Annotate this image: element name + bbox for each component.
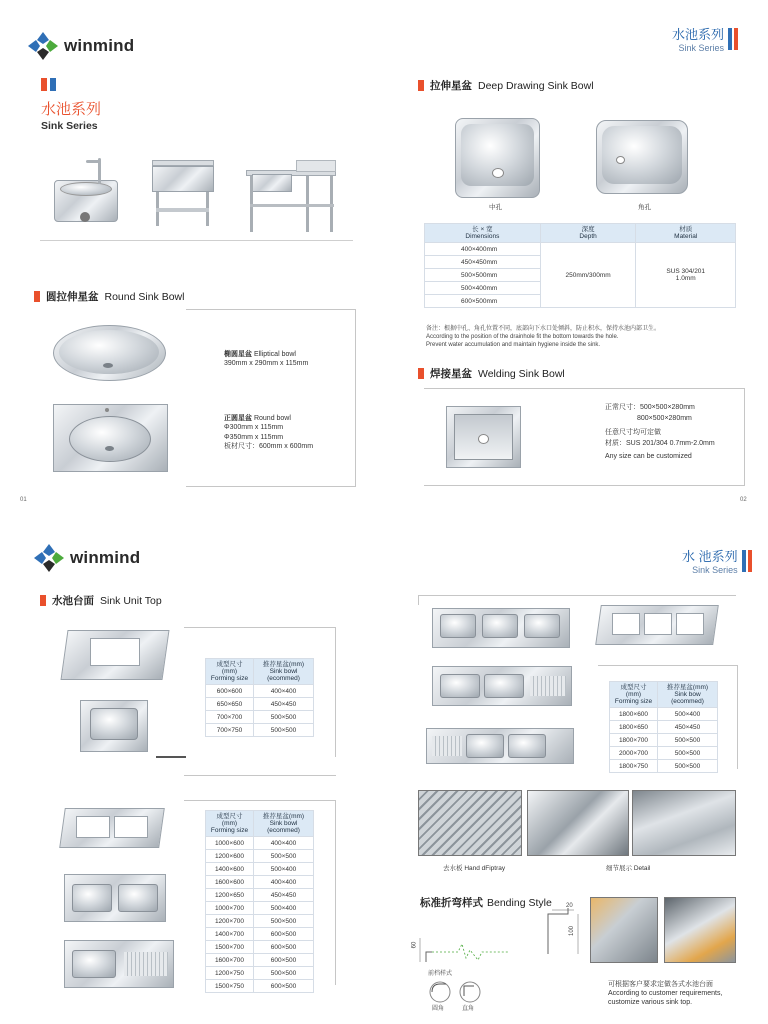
round-spec: [224, 414, 313, 452]
dimension-cell: 600×500mm: [425, 295, 541, 308]
custom-note: [608, 980, 722, 1007]
series-en: Sink Series: [678, 43, 725, 53]
table-cell: 1800×650: [610, 721, 658, 734]
table-cell: 1000×700: [206, 902, 254, 915]
round-bowl-image: [53, 404, 168, 472]
single-sink-image: [80, 700, 148, 752]
dimension-cell: 450×450mm: [425, 256, 541, 269]
table-cell: 2000×700: [610, 747, 658, 760]
table-cell: 500×400: [254, 902, 314, 915]
table-cell: 1800×750: [610, 760, 658, 773]
frame-line: [184, 775, 336, 776]
dim-60: 60: [411, 941, 418, 949]
section-en: Deep Drawing Sink Bowl: [478, 79, 594, 92]
table-cell: 500×500: [658, 747, 718, 760]
elliptical-cn: 椭圆星盆: [224, 351, 252, 358]
plate-size: 板材尺寸：600mm x 600mm: [224, 443, 314, 451]
triple-sink-image: [432, 608, 570, 648]
section-marker: [34, 291, 40, 302]
section-cn: 拉伸星盆: [430, 80, 472, 92]
table-cell: 500×500: [254, 724, 314, 737]
divider: [40, 240, 353, 241]
header-forming-size: 成型尺寸(mm) Forming size: [206, 659, 254, 685]
header-dimensions: 长 × 宽 Dimensions: [425, 224, 541, 243]
section-cn: 焊接星盆: [430, 368, 472, 380]
elliptical-en: Elliptical bowl: [253, 351, 296, 358]
logo: [34, 544, 140, 572]
note-en1: According to the position of the drainhole fit the bottom towards the hole.: [426, 334, 619, 341]
deep-bowl-center-image: [455, 118, 540, 198]
custom-en1: According to customer requirements,: [608, 990, 723, 998]
deep-bowl-spec-table: [424, 223, 736, 308]
welding-spec2: 800×500×280mm: [637, 414, 692, 422]
section-sink-unit-top: [40, 593, 162, 608]
dimension-cell: 500×500mm: [425, 269, 541, 282]
table-cell: 1800×700: [610, 734, 658, 747]
double-sink-drainboard-image: [432, 666, 572, 706]
page4-top-line: [418, 595, 736, 596]
header-depth: 深度 Depth: [540, 224, 636, 243]
front-label: 前档样式: [428, 971, 453, 977]
blue-block: [50, 78, 56, 91]
table-cell: 1400×600: [206, 863, 254, 876]
section-marker: [418, 368, 424, 379]
section-en: Welding Sink Bowl: [478, 367, 565, 380]
table-cell: 450×450: [658, 721, 718, 734]
double-sink-image: [64, 874, 166, 922]
depth-cell: 250mm/300mm: [540, 243, 636, 308]
orange-block: [41, 78, 47, 91]
caption-center-hole: 中孔: [489, 204, 502, 211]
table-cell: 1200×650: [206, 889, 254, 902]
welding-spec: [605, 403, 715, 463]
table-cell: 500×500: [254, 967, 314, 980]
table-cell: 400×400: [254, 685, 314, 698]
table-cell: 1200×600: [206, 850, 254, 863]
material-cell: SUS 304/201 1.0mm: [636, 243, 736, 308]
table-cell: 450×450: [254, 698, 314, 711]
table-cell: 450×450: [254, 889, 314, 902]
table-cell: 1200×750: [206, 967, 254, 980]
section-marker: [40, 595, 46, 606]
header-forming-size: 成型尺寸(mm) Forming size: [206, 811, 254, 837]
tag-bar-orange: [734, 28, 738, 50]
table-cell: 1600×700: [206, 954, 254, 967]
drainboard-double-sink-image: [426, 728, 574, 764]
forming-size-table-1: [205, 658, 314, 737]
round-cn: 正圆星盆: [224, 415, 252, 422]
series-en: Sink Series: [692, 565, 738, 575]
table-cell: 500×500: [254, 850, 314, 863]
welding-frame-bottom: [424, 476, 745, 486]
section-cn: 水池台面: [52, 595, 94, 607]
note-cn: 备注：根据中孔、角孔位置不同，底部向下水口处倾斜，防止积水，保持水池内部卫生。: [426, 326, 661, 332]
sink-drainboard-image: [64, 940, 174, 988]
header-material: 材质 Material: [636, 224, 736, 243]
double-top-image: [62, 808, 162, 848]
section-en: Round Sink Bowl: [104, 290, 185, 303]
table-cell: 650×650: [206, 698, 254, 711]
table-cell: 600×500: [254, 928, 314, 941]
series-cn: 水池系列: [672, 27, 725, 42]
color-tag: [41, 78, 56, 91]
round-en: Round bowl: [253, 415, 291, 422]
logo-text: winmind: [70, 548, 141, 567]
logo-text: winmind: [64, 36, 135, 55]
elliptical-size: 390mm x 290mm x 115mm: [224, 360, 309, 368]
custom-top-photo-1: [590, 897, 658, 963]
stand-sink-image: [150, 158, 216, 228]
table-cell: 1600×600: [206, 876, 254, 889]
forming-size-table-3: [609, 681, 718, 773]
section-round-bowl: [34, 289, 184, 304]
series-tag: [682, 546, 752, 575]
table-cell: 500×500: [658, 734, 718, 747]
table-cell: 1500×700: [206, 941, 254, 954]
deep-bowl-note: [426, 325, 746, 349]
table-cell: 700×700: [206, 711, 254, 724]
wall-sink-image: [52, 158, 122, 224]
section-en: Sink Unit Top: [100, 594, 162, 607]
section-en: Bending Style: [487, 896, 552, 909]
page-title-cn: 水池系列: [41, 101, 102, 118]
page-title-en: Sink Series: [41, 120, 98, 132]
winmind-logo-icon: [34, 544, 64, 572]
header-sink-bowl: 推荐星盆(mm) Sink bowl (ecommed): [254, 659, 314, 685]
spec-frame-bottom: [186, 477, 356, 487]
tag-bar-orange: [748, 550, 752, 572]
custom-en2: customize various sink top.: [608, 999, 693, 1007]
section-marker: [418, 80, 424, 91]
table-cell: 1200×700: [206, 915, 254, 928]
welding-spec1: 正常尺寸：500×500×280mm: [605, 404, 695, 411]
winmind-logo-icon: [28, 32, 58, 60]
table-cell: 400×400: [254, 876, 314, 889]
page-number-02: 02: [740, 497, 747, 503]
bending-diagram: [418, 900, 588, 1020]
single-top-image: [64, 630, 166, 680]
drip-tray-photo: [418, 790, 522, 856]
table-cell: 1800×600: [610, 708, 658, 721]
section-cn: 标准折弯样式: [420, 897, 483, 909]
tag-bar-blue: [728, 28, 732, 50]
caption-corner-hole: 角孔: [638, 204, 651, 211]
welding-bowl-image: [446, 406, 521, 468]
welding-spec4: 材质：SUS 201/304 0.7mm-2.0mm: [605, 439, 715, 447]
table-cell: 500×500: [254, 915, 314, 928]
deep-bowl-corner-image: [596, 120, 688, 194]
series-cn: 水 池系列: [682, 549, 738, 564]
series-tag: [672, 24, 738, 53]
round-corner-label: 圆角: [432, 1006, 445, 1012]
dim-20: 20: [566, 903, 573, 909]
table-cell: 700×750: [206, 724, 254, 737]
custom-cn: 可根据客户要求定做各式水池台面: [608, 981, 713, 988]
double-sink-table-image: [246, 160, 338, 234]
welding-spec3: 任意尺寸均可定做: [605, 428, 661, 436]
table-cell: 600×600: [206, 685, 254, 698]
section-deep-drawing: [418, 78, 594, 93]
table-cell: 400×400: [254, 837, 314, 850]
header-forming-size: 成型尺寸(mm) Forming size: [610, 682, 658, 708]
logo: [28, 32, 134, 60]
header-sink-bowl: 推荐星盆(mm) Sink bowl (ecommed): [254, 811, 314, 837]
dimension-cell: 500×400mm: [425, 282, 541, 295]
table-cell: 500×500: [658, 760, 718, 773]
dim-100: 100: [569, 925, 576, 937]
detail-photo-2: [632, 790, 736, 856]
table-cell: 1400×700: [206, 928, 254, 941]
elliptical-spec: [224, 350, 308, 369]
custom-top-photo-2: [664, 897, 736, 963]
caption-drip-tray: 去水板 Hand dFiptray: [443, 865, 506, 872]
triple-top-image: [598, 605, 716, 645]
page4-top-tick: [418, 595, 419, 605]
table-cell: 500×400: [658, 708, 718, 721]
table-cell: 500×500: [254, 711, 314, 724]
caption-detail: 细节展示 Detail: [606, 865, 651, 872]
right-corner-label: 直角: [462, 1006, 475, 1012]
tag-bar-blue: [742, 550, 746, 572]
detail-photo-1: [527, 790, 629, 856]
table-cell: 1500×750: [206, 980, 254, 993]
round-size2: Φ350mm x 115mm: [224, 433, 284, 441]
round-size1: Φ300mm x 115mm: [224, 424, 284, 432]
header-sink-bowl: 推荐星盆(mm) Sink bow (ecommed): [658, 682, 718, 708]
page-number-01: 01: [20, 497, 27, 503]
section-welding: [418, 366, 565, 381]
welding-spec5: Any size can be customized: [605, 453, 692, 461]
section-cn: 圆拉伸星盆: [46, 291, 99, 303]
table-cell: 500×400: [254, 863, 314, 876]
table-cell: 600×500: [254, 941, 314, 954]
spec-frame: [186, 309, 356, 487]
frame-accent: [156, 756, 186, 758]
dimension-cell: 400×400mm: [425, 243, 541, 256]
table-cell: 600×500: [254, 980, 314, 993]
note-en2: Prevent water accumulation and maintain hygiene inside the sink.: [426, 342, 601, 349]
elliptical-bowl-image: [53, 325, 166, 381]
forming-size-table-2: [205, 810, 314, 993]
table-cell: 1000×600: [206, 837, 254, 850]
table-cell: 600×500: [254, 954, 314, 967]
